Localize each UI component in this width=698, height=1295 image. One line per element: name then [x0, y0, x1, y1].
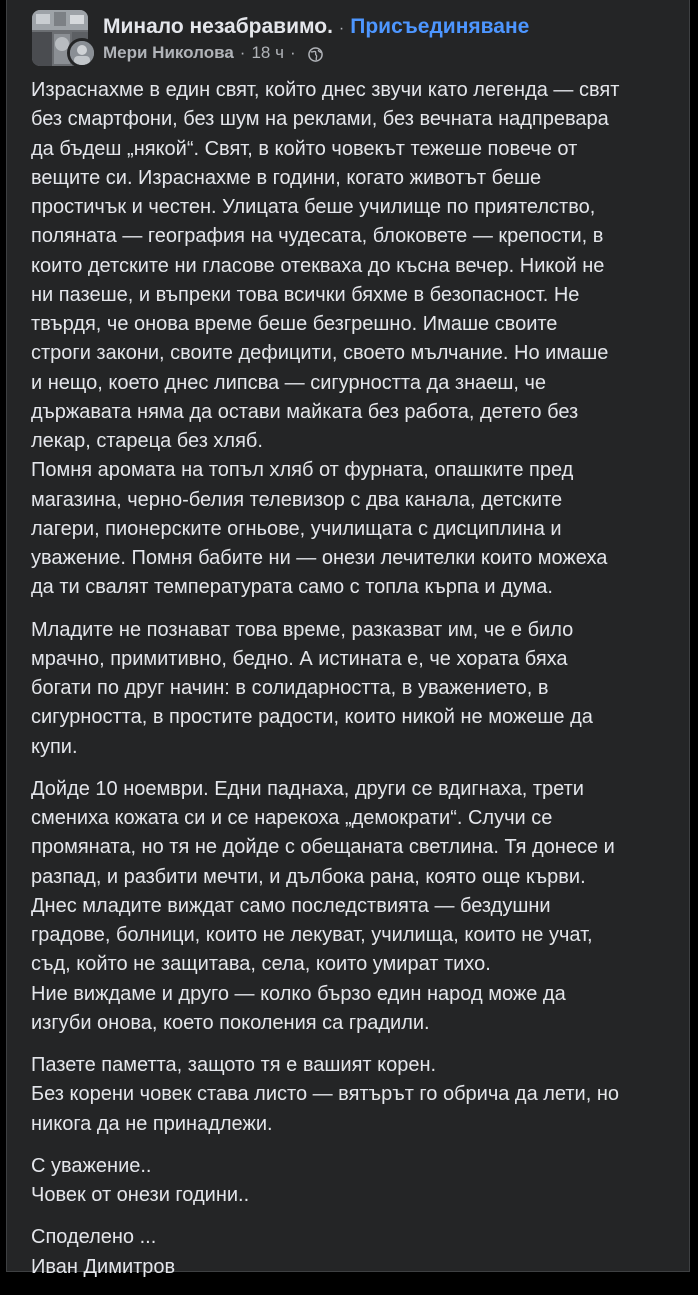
post-text-line: Без корени човек става листо — вятърът го обрича да лети, но [31, 1083, 620, 1106]
post-text-line: градове, болници, които не лекуват, училища, които не учат, [31, 924, 593, 946]
post-text-line: поляната — география на чудесата, блоковете — крепости, в [31, 225, 604, 248]
post-title-line [103, 14, 529, 42]
post-text-line: купи. [31, 735, 78, 758]
post-text-line: да ти свалят температурата само с топла кърпа и дума. [31, 576, 553, 599]
post-text-line: сигурността, в простите радости, които никой не можеше да [31, 706, 593, 729]
post-paragraph [31, 76, 679, 603]
post-text-line: държавата няма да остави майката без работа, детето без [31, 400, 579, 423]
title-separator: · [338, 20, 345, 37]
post-text-line: лекар, стареца без хляб. [31, 430, 263, 452]
post-text-line: изгуби онова, което поколения са градили. [31, 1011, 430, 1034]
post-text-line: разпад, и разбити мечти, и дълбока рана, която още кърви. [31, 865, 586, 888]
group-name-link[interactable]: Минало незабравимо. [103, 15, 333, 38]
post-header [7, 0, 689, 70]
post-text [31, 76, 679, 1295]
post-paragraph [31, 616, 679, 762]
post-text-line: богати по друг начин: в солидарността, в уважението, в [31, 677, 549, 699]
post-text-line: Ние виждаме и друго — колко бързо един народ може да [31, 982, 566, 1005]
post-text-line: да бъдеш „някой“. Свят, в който човекът тежеше повече от [31, 137, 578, 160]
post-text-line: Дойде 10 ноември. Едни паднаха, други се вдигнаха, трети [31, 777, 584, 800]
post-paragraph [31, 775, 679, 1038]
post-text-line: и нещо, което днес липсва — сигурността да знаеш, че [31, 371, 547, 394]
post-text-line: които детските ни гласове отекваха до късна вечер. Никой не [31, 254, 605, 277]
post-paragraph [31, 1152, 679, 1211]
post-meta [103, 42, 323, 64]
post-text-line: магазина, черно-белия телевизор с два канала, детските [31, 488, 563, 511]
post-text-line: съд, който не защитава, села, които умират тихо. [31, 953, 491, 976]
post-text-line: С уважение.. [31, 1154, 152, 1177]
post-text-line: никога да не принадлежи. [31, 1112, 273, 1135]
post-text-line: Иван Димитров [31, 1255, 176, 1278]
post-text-line: Младите не познават това време, разказват им, че е било [31, 618, 574, 641]
post-text-line: Помня аромата на топъл хляб от фурната, опашките пред [31, 459, 574, 482]
post-text-line: уважение. Помня бабите ни — онези лечителки които можеха [31, 547, 608, 569]
post-card [6, 0, 690, 1278]
post-text-line: Споделено ... [31, 1226, 157, 1249]
post-text-line: без смартфони, без шум на реклами, без вечната надпревара [31, 108, 609, 131]
post-text-line: лагери, пионерските огньове, училищата с дисциплина и [31, 517, 562, 540]
post-paragraph [31, 1223, 679, 1282]
post-text-line: простичък и честен. Улицата беше училище по приятелство, [31, 196, 596, 218]
post-text-line: Човек от онези години.. [31, 1184, 250, 1206]
post-text-line: Пазете паметта, защото тя е вашият корен. [31, 1054, 437, 1076]
author-name-link[interactable]: Мери Николова [103, 43, 234, 62]
post-text-line: вещите си. Израснахме в години, когато животът беше [31, 166, 542, 189]
post-text-line: ни пазеше, и въпреки това всички бяхме в безопасност. Не [31, 283, 580, 306]
globe-icon [308, 46, 323, 61]
post-text-line: смениха кожата си и се нарекоха „демократи“. Случи се [31, 807, 553, 829]
post-paragraph [31, 1051, 679, 1139]
join-group-button[interactable]: Присъединяване [350, 15, 530, 38]
author-avatar[interactable] [67, 38, 97, 68]
post-text-line: твърдя, че онова време беше безгрешно. Имаше своите [31, 313, 558, 335]
post-text-line: Израснахме в един свят, който днес звучи като легенда — свят [31, 79, 620, 101]
meta-separator: · [239, 43, 246, 62]
post-text-line: Днес младите виждат само последствията — бездушни [31, 894, 551, 917]
post-text-line: промяната, но тя не дойде с обещаната светлина. Тя донесе и [31, 836, 615, 859]
post-text-line: мрачно, примитивно, бедно. А истината е, че хората бяха [31, 647, 568, 670]
post-timestamp[interactable]: 18 ч [251, 43, 284, 62]
post-text-line: строги закони, своите дефицити, своето мълчание. Но имаше [31, 342, 609, 365]
meta-separator-2: · [289, 43, 296, 62]
